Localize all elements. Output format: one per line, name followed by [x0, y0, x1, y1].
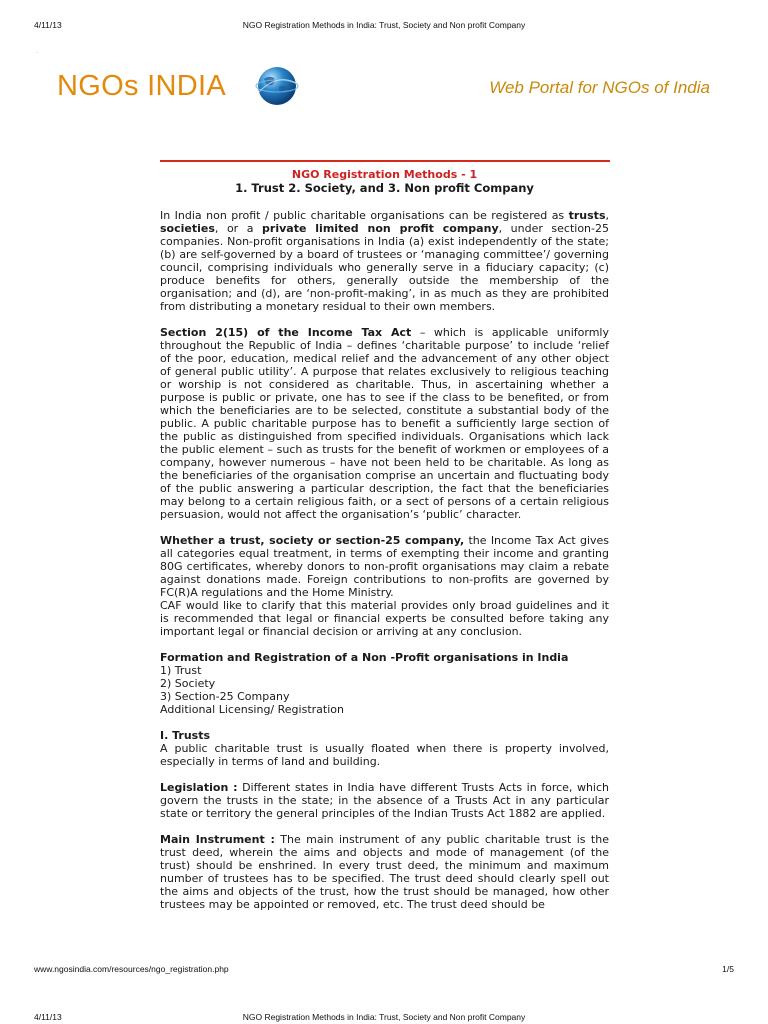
- trusts-section: I. Trusts A public charitable trust is usually floated when there is property involved, especially in terms of land and building.: [160, 729, 609, 768]
- site-logo[interactable]: NGOs INDIA: [57, 70, 226, 102]
- trusts-title: I. Trusts: [160, 729, 211, 742]
- site-tagline: Web Portal for NGOs of India: [489, 78, 710, 97]
- globe-icon: [254, 63, 300, 109]
- income-tax-paragraph: Section 2(15) of the Income Tax Act – which is applicable uniformly throughout the Republic of India – defines ‘charitable purpose’ to include ‘relief of the poor, education, medical relief and the advancement of any other object of general public utility’. A purpose that relates exclusively to religious teaching or worship is not considered as charitable. Thus, in ascertaining whether a purpose is public or private, one has to see if the class to be benefited, or from which the beneficiaries are to be selected, constitute a substantial body of the public. A public charitable purpose has to benefit a sufficiently large section of the public as distinguished from specified individuals. Organisations which lack the public element – such as trusts for the benefit of workmen or employees of a company, however numerous – have not been held to be charitable. As long as the beneficiaries of the organisation comprise an uncertain and fluctuating body of the public answering a particular description, the fact that the beneficiaries may belong to a certain religious faith, or a sect of persons of a certain religious persuasion, would not affect the organisation’s ‘public’ character.: [160, 326, 609, 521]
- print-date: 4/11/13: [34, 1012, 62, 1022]
- list-item: 3) Section-25 Company: [160, 690, 290, 703]
- header-rule: [160, 160, 610, 162]
- page-url: www.ngosindia.com/resources/ngo_registration.php: [34, 964, 229, 974]
- formation-section: [160, 651, 609, 716]
- list-item: 2) Society: [160, 677, 216, 690]
- print-title: NGO Registration Methods in India: Trust, Society and Non profit Company: [242, 1012, 526, 1022]
- legislation-paragraph: Legislation : Different states in India have different Trusts Acts in force, which govern the trusts in the state; in the absence of a Trusts Act in any particular state or territory the general principles of the Indian Trusts Act 1882 are applied.: [160, 781, 609, 820]
- stray-mark: .: [36, 48, 38, 55]
- article-body: [160, 168, 609, 924]
- list-item: Additional Licensing/ Registration: [160, 703, 344, 716]
- article-subheading: 1. Trust 2. Society, and 3. Non profit Company: [235, 181, 534, 195]
- intro-paragraph: In India non profit / public charitable organisations can be registered as trusts, societies, or a private limited non profit company, under section-25 companies. Non-profit organisations in India (a) exist independently of the state; (b) are self-governed by a board of trustees or ‘managing committee’/ governing council, comprising individuals who generally serve in a fiduciary capacity; (c) produce benefits for others, generally outside the membership of the organisation; and (d), are ‘non-profit-making’, in as much as they are prohibited from distributing a monetary residual to their own members.: [160, 209, 609, 313]
- print-title: NGO Registration Methods in India: Trust, Society and Non profit Company: [242, 20, 526, 30]
- print-date: 4/11/13: [34, 20, 62, 30]
- article-heading: NGO Registration Methods - 1: [291, 168, 478, 181]
- formation-title: Formation and Registration of a Non -Profit organisations in India: [160, 651, 569, 664]
- list-item: 1) Trust: [160, 664, 202, 677]
- instrument-paragraph: Main Instrument : The main instrument of any public charitable trust is the trust deed, wherein the aims and objects and mode of management (of the trust) should be enshrined. In every trust deed, the minimum and maximum number of trustees has to be specified. The trust deed should clearly spell out the aims and objects of the trust, how the trust should be managed, how other trustees may be appointed or removed, etc. The trust deed should be: [160, 833, 609, 911]
- tax-treatment-paragraph: Whether a trust, society or section-25 company, the Income Tax Act gives all categories equal treatment, in terms of exempting their income and granting 80G certificates, whereby donors to non-profit organisations may claim a rebate against donations made. Foreign contributions to non-profits are governed by FC(R)A regulations and the Home Ministry. CAF would like to clarify that this material provides only broad guidelines and it is recommended that legal or financial experts be consulted before taking any important legal or financial decision or arriving at any conclusion.: [160, 534, 610, 638]
- page-number: 1/5: [722, 964, 734, 974]
